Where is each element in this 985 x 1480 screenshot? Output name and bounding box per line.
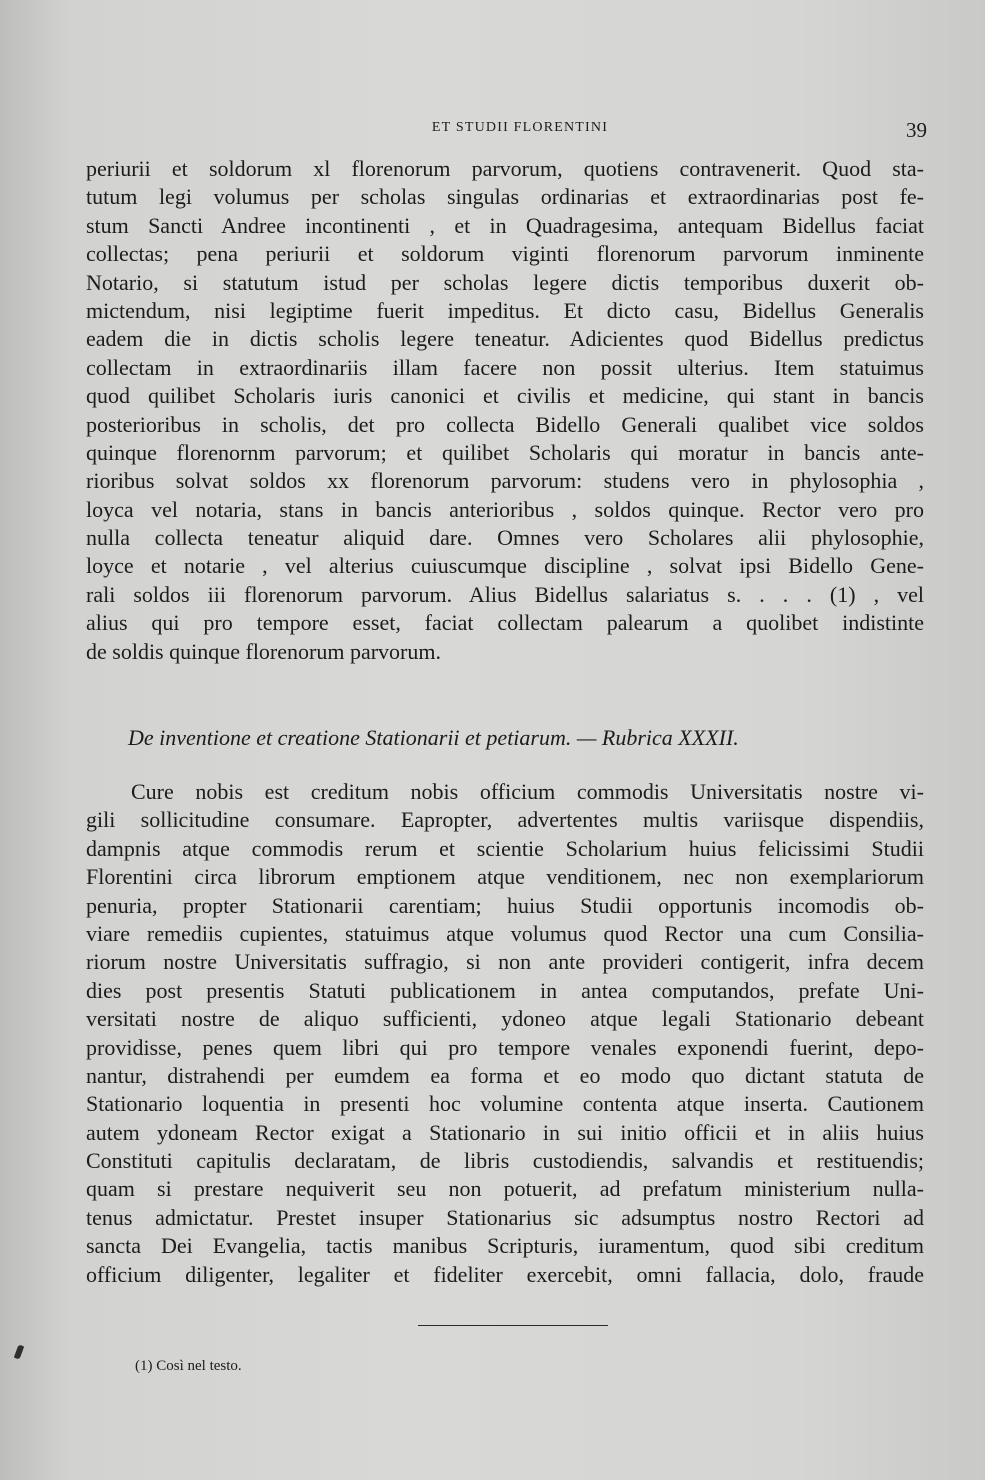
text-line: officium diligenter, legaliter et fideliter exercebit, omni fallacia, dolo, fraude — [86, 1261, 924, 1287]
text-line: mictendum, nisi legiptime fuerit impeditus. Et dicto casu, Bidellus Generalis — [86, 297, 924, 323]
text-line: rioribus solvat soldos xx florenorum parvorum: studens vero in phylosophia , — [86, 468, 924, 494]
text-line: Stationario loquentia in presenti hoc volumine contenta atque inserta. Cautionem — [86, 1091, 924, 1117]
text-line: autem ydoneam Rector exigat a Stationario in sui initio officii et in aliis huius — [86, 1119, 924, 1145]
text-line: nantur, distrahendi per eumdem ea forma et eo modo quo dictant statuta de — [86, 1062, 924, 1088]
running-title: ET STUDII FLORENTINI — [431, 120, 609, 135]
text-line: quod quilibet Scholaris iuris canonici et civilis et medicine, qui stant in bancis — [86, 383, 924, 409]
text-line: rali soldos iii florenorum parvorum. Alius Bidellus salariatus s. . . . (1) , vel — [86, 581, 924, 607]
text-line: tutum legi volumus per scholas singulas ordinarias et extraordinarias post fe- — [86, 184, 924, 210]
text-line: dampnis atque commodis rerum et scientie Scholarium huius felicissimi Studii — [86, 835, 924, 861]
text-line: providisse, penes quem libri qui pro tempore venales exponendi fuerint, depo- — [86, 1034, 924, 1060]
text-line: posterioribus in scholis, det pro collecta Bidello Generali qualibet vice soldos — [86, 411, 924, 437]
text-line: riorum nostre Universitatis suffragio, si non ante provideri contigerit, infra decem — [86, 949, 924, 975]
text-line: sancta Dei Evangelia, tactis manibus Scripturis, iuramentum, quod sibi creditum — [86, 1233, 924, 1259]
text-line: tenus admictatur. Prestet insuper Stationarius sic adsumptus nostro Rectori ad — [86, 1204, 924, 1230]
text-line: penuria, propter Stationarii carentiam; huius Studii opportunis incomodis ob- — [86, 892, 924, 918]
text-line: loyca vel notaria, stans in bancis anterioribus , soldos quinque. Rector vero pro — [86, 496, 924, 522]
text-line: Constituti capitulis declaratam, de libris custodiendis, salvandis et restituendis; — [86, 1148, 924, 1174]
text-line: eadem die in dictis scholis legere teneatur. Adicientes quod Bidellus predictus — [86, 326, 924, 352]
rubric-heading: De inventione et creatione Stationarii et petiarum. — Rubrica XXXII. — [128, 725, 739, 750]
paragraph-1 — [86, 155, 924, 666]
text-line: versitati nostre de aliquo sufficienti, ydoneo atque legali Stationario debeant — [86, 1006, 924, 1032]
footnote: (1) Così nel testo. — [135, 1358, 242, 1374]
text-line: Cure nobis est creditum nobis officium commodis Universitatis nostre vi- — [131, 779, 924, 804]
ink-speck — [14, 1344, 24, 1359]
running-head — [0, 118, 985, 148]
text-line: Florentini circa librorum emptionem atque venditionem, nec non exemplariorum — [86, 864, 924, 890]
text-line: quinque florenornm parvorum; et quilibet Scholaris qui moratur in bancis ante- — [86, 439, 924, 465]
text-line: dies post presentis Statuti publicationem in antea computandos, prefate Uni- — [86, 977, 924, 1003]
text-line: Notario, si statutum istud per scholas legere dictis temporibus duxerit ob- — [86, 269, 924, 295]
footnote-divider — [418, 1325, 608, 1326]
text-line: gili sollicitudine consumare. Eapropter, advertentes multis variisque dispendiis, — [86, 807, 924, 833]
paragraph-2 — [86, 778, 924, 1289]
text-line: viare remediis cupientes, statuimus atque volumus quod Rector una cum Consilia- — [86, 920, 924, 946]
text-line: collectas; pena periurii et soldorum viginti florenorum parvorum inminente — [86, 241, 924, 267]
page-number: 39 — [906, 118, 927, 142]
text-line: quam si prestare nequiverit seu non potuerit, ad prefatum ministerium nulla- — [86, 1176, 924, 1202]
text-line: stum Sancti Andree incontinenti , et in Quadragesima, antequam Bidellus faciat — [86, 212, 924, 238]
text-line: de soldis quinque florenorum parvorum. — [86, 638, 441, 664]
text-line: collectam in extraordinariis illam facere non possit ulterius. Item statuimus — [86, 354, 924, 380]
text-line: alius qui pro tempore esset, faciat collectam palearum a quolibet indistinte — [86, 610, 924, 636]
text-line: periurii et soldorum xl florenorum parvorum, quotiens contravenerit. Quod sta- — [86, 156, 924, 181]
text-line: nulla collecta teneatur aliquid dare. Omnes vero Scholares alii phylosophie, — [86, 525, 924, 551]
text-line: loyce et notarie , vel alterius cuiuscumque discipline , solvat ipsi Bidello Gene- — [86, 553, 924, 579]
